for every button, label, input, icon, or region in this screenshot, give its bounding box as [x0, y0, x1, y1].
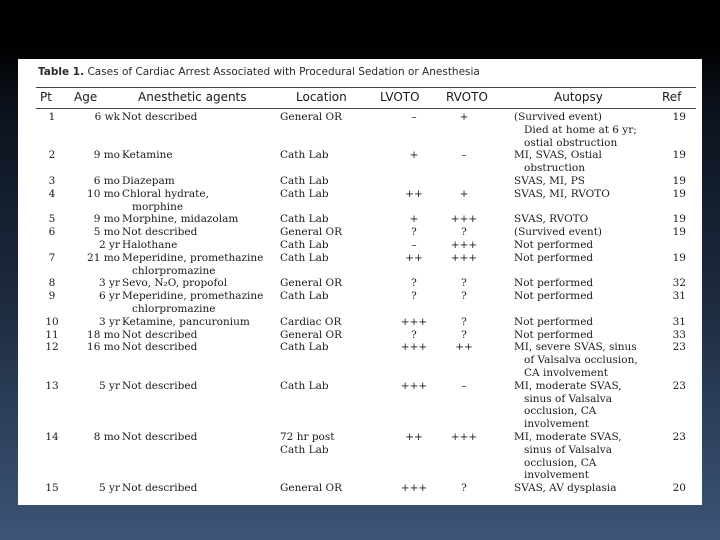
cell-anesthetic-agents: Not described: [122, 226, 198, 239]
table-document: [18, 59, 702, 505]
cell-age: 2 yr: [99, 239, 120, 251]
cell-rvoto: +++: [450, 251, 478, 264]
cell-anesthetic-agents: Ketamine: [122, 149, 173, 162]
header-rvoto: RVOTO: [446, 90, 488, 104]
cell-anesthetic-agents: Not described: [122, 379, 198, 392]
cell-age: 3 yr: [99, 277, 120, 290]
cell-pt: 11: [45, 328, 59, 341]
cell-rvoto: +: [459, 187, 469, 200]
header-anesthetic-agents: Anesthetic agents: [138, 90, 247, 104]
cell-location: Cath Lab: [280, 251, 329, 264]
cell-age: 8 mo: [93, 431, 120, 443]
table-body: [18, 59, 702, 505]
cell-age: 6 mo: [93, 175, 120, 187]
cell-lvoto: –: [411, 111, 417, 123]
cell-autopsy: occlusion, CA: [524, 456, 597, 469]
header-autopsy: Autopsy: [554, 90, 603, 104]
cell-anesthetic-agents: Not described: [122, 111, 198, 123]
cell-ref: 19: [672, 187, 686, 200]
cell-pt: 7: [48, 251, 56, 264]
cell-autopsy: occlusion, CA: [524, 405, 597, 418]
cell-age: 6 wk: [94, 111, 120, 123]
table-title-text: Cases of Cardiac Arrest Associated with Procedural Sedation or Anesthesia: [87, 66, 480, 78]
cell-anesthetic-agents: morphine: [132, 200, 184, 213]
cell-autopsy: sinus of Valsalva: [524, 392, 612, 405]
cell-autopsy: (Survived event): [514, 111, 603, 123]
cell-rvoto: +++: [450, 213, 478, 226]
cell-anesthetic-agents: Chloral hydrate,: [122, 187, 209, 200]
cell-pt: 2: [48, 149, 56, 162]
cell-location: Cath Lab: [280, 187, 329, 200]
header-pt: Pt: [40, 90, 52, 104]
cell-autopsy: Not performed: [514, 239, 594, 251]
cell-anesthetic-agents: chlorpromazine: [132, 303, 216, 315]
cell-lvoto: ?: [411, 290, 417, 303]
cell-rvoto: +++: [450, 431, 478, 443]
cell-pt: 8: [48, 277, 56, 290]
cell-ref: 19: [672, 175, 686, 187]
cell-ref: 23: [672, 341, 686, 354]
cell-autopsy: MI, moderate SVAS,: [514, 431, 622, 443]
cell-ref: 19: [672, 226, 686, 239]
cell-lvoto: +++: [400, 315, 428, 328]
header-lvoto: LVOTO: [380, 90, 420, 104]
cell-rvoto: ++: [455, 341, 473, 354]
cell-lvoto: ?: [411, 328, 417, 341]
cell-ref: 19: [672, 251, 686, 264]
cell-location: Cath Lab: [280, 379, 329, 392]
cell-pt: 1: [48, 111, 56, 123]
cell-autopsy: involvement: [524, 469, 590, 482]
cell-autopsy: SVAS, MI, RVOTO: [514, 187, 610, 200]
cell-autopsy: sinus of Valsalva: [524, 443, 612, 456]
cell-lvoto: ++: [405, 251, 423, 264]
cell-ref: 33: [672, 328, 686, 341]
cell-pt: 9: [48, 290, 56, 303]
cell-anesthetic-agents: Sevo, N₂O, propofol: [122, 277, 228, 290]
cell-lvoto: ++: [405, 431, 423, 443]
cell-age: 18 mo: [87, 328, 120, 341]
cell-autopsy: SVAS, AV dysplasia: [514, 482, 617, 495]
cell-location: Cath Lab: [280, 443, 329, 456]
cell-rvoto: ?: [461, 482, 467, 495]
cell-lvoto: +++: [400, 482, 428, 495]
cell-autopsy: SVAS, RVOTO: [514, 213, 589, 226]
cell-age: 9 mo: [93, 213, 120, 226]
cell-lvoto: ?: [411, 226, 417, 239]
cell-lvoto: +++: [400, 379, 428, 392]
header-ref: Ref: [662, 90, 682, 104]
cell-pt: 12: [45, 341, 59, 354]
cell-autopsy: of Valsalva occlusion,: [524, 354, 638, 367]
cell-autopsy: MI, SVAS, Ostial: [514, 149, 602, 162]
cell-age: 16 mo: [87, 341, 120, 354]
cell-rvoto: +: [459, 111, 469, 123]
cell-anesthetic-agents: chlorpromazine: [132, 264, 216, 277]
header-location: Location: [296, 90, 347, 104]
cell-location: Cardiac OR: [280, 315, 342, 328]
cell-age: 5 yr: [99, 482, 120, 495]
cell-ref: 19: [672, 111, 686, 123]
cell-anesthetic-agents: Not described: [122, 431, 198, 443]
cell-pt: 14: [45, 431, 59, 443]
cell-autopsy: Not performed: [514, 290, 594, 303]
cell-rvoto: –: [461, 379, 467, 392]
cell-age: 5 yr: [99, 379, 120, 392]
cell-lvoto: –: [411, 239, 417, 251]
cell-pt: 13: [45, 379, 59, 392]
cell-autopsy: Not performed: [514, 277, 594, 290]
cell-anesthetic-agents: Not described: [122, 341, 198, 354]
cell-location: General OR: [280, 328, 343, 341]
cell-ref: 19: [672, 149, 686, 162]
cell-lvoto: +: [409, 149, 419, 162]
cell-pt: 6: [48, 226, 56, 239]
cell-autopsy: involvement: [524, 418, 590, 431]
cell-age: 3 yr: [99, 315, 120, 328]
cell-location: General OR: [280, 277, 343, 290]
cell-ref: 32: [672, 277, 686, 290]
cell-location: Cath Lab: [280, 341, 329, 354]
cell-autopsy: (Survived event): [514, 226, 603, 239]
cell-autopsy: Not performed: [514, 328, 594, 341]
cell-location: Cath Lab: [280, 175, 329, 187]
cell-autopsy: ostial obstruction: [524, 136, 618, 149]
cell-autopsy: MI, moderate SVAS,: [514, 379, 622, 392]
cell-ref: 23: [672, 431, 686, 443]
cell-rvoto: ?: [461, 328, 467, 341]
cell-pt: 15: [45, 482, 59, 495]
cell-anesthetic-agents: Diazepam: [122, 175, 175, 187]
cell-location: General OR: [280, 482, 343, 495]
cell-ref: 31: [672, 315, 686, 328]
cell-ref: 19: [672, 213, 686, 226]
cell-autopsy: MI, severe SVAS, sinus: [514, 341, 637, 354]
cell-anesthetic-agents: Halothane: [122, 239, 178, 251]
cell-anesthetic-agents: Not described: [122, 328, 198, 341]
cell-age: 21 mo: [87, 251, 120, 264]
cell-anesthetic-agents: Meperidine, promethazine: [122, 290, 264, 303]
cell-anesthetic-agents: Morphine, midazolam: [122, 213, 239, 226]
cell-lvoto: ?: [411, 277, 417, 290]
cell-pt: 3: [48, 175, 56, 187]
cell-autopsy: Not performed: [514, 315, 594, 328]
cell-pt: 10: [45, 315, 59, 328]
cell-pt: 4: [48, 187, 56, 200]
cell-ref: 20: [672, 482, 686, 495]
cell-location: General OR: [280, 226, 343, 239]
cell-age: 6 yr: [99, 290, 120, 303]
cell-anesthetic-agents: Not described: [122, 482, 198, 495]
cell-autopsy: Not performed: [514, 251, 594, 264]
cell-location: Cath Lab: [280, 213, 329, 226]
cell-location: Cath Lab: [280, 290, 329, 303]
cell-autopsy: Died at home at 6 yr;: [524, 123, 637, 136]
cell-autopsy: obstruction: [524, 162, 585, 175]
cell-age: 9 mo: [93, 149, 120, 162]
cell-location: General OR: [280, 111, 343, 123]
cell-lvoto: +++: [400, 341, 428, 354]
cell-autopsy: SVAS, MI, PS: [514, 175, 585, 187]
cell-rvoto: ?: [461, 290, 467, 303]
cell-anesthetic-agents: Meperidine, promethazine: [122, 251, 264, 264]
cell-pt: 5: [48, 213, 56, 226]
cell-location: Cath Lab: [280, 149, 329, 162]
cell-rvoto: ?: [461, 315, 467, 328]
cell-rvoto: –: [461, 149, 467, 162]
table-title-label: Table 1.: [38, 66, 85, 78]
cell-location: Cath Lab: [280, 239, 329, 251]
cell-location: 72 hr post: [280, 431, 335, 443]
cell-autopsy: CA involvement: [524, 367, 608, 379]
header-age: Age: [74, 90, 98, 104]
cell-rvoto: +++: [450, 239, 478, 251]
cell-anesthetic-agents: Ketamine, pancuronium: [122, 315, 250, 328]
cell-rvoto: ?: [461, 277, 467, 290]
cell-ref: 31: [672, 290, 686, 303]
cell-lvoto: ++: [405, 187, 423, 200]
cell-rvoto: ?: [461, 226, 467, 239]
cell-lvoto: +: [409, 213, 419, 226]
cell-age: 5 mo: [93, 226, 120, 239]
cell-age: 10 mo: [87, 187, 120, 200]
cell-ref: 23: [672, 379, 686, 392]
